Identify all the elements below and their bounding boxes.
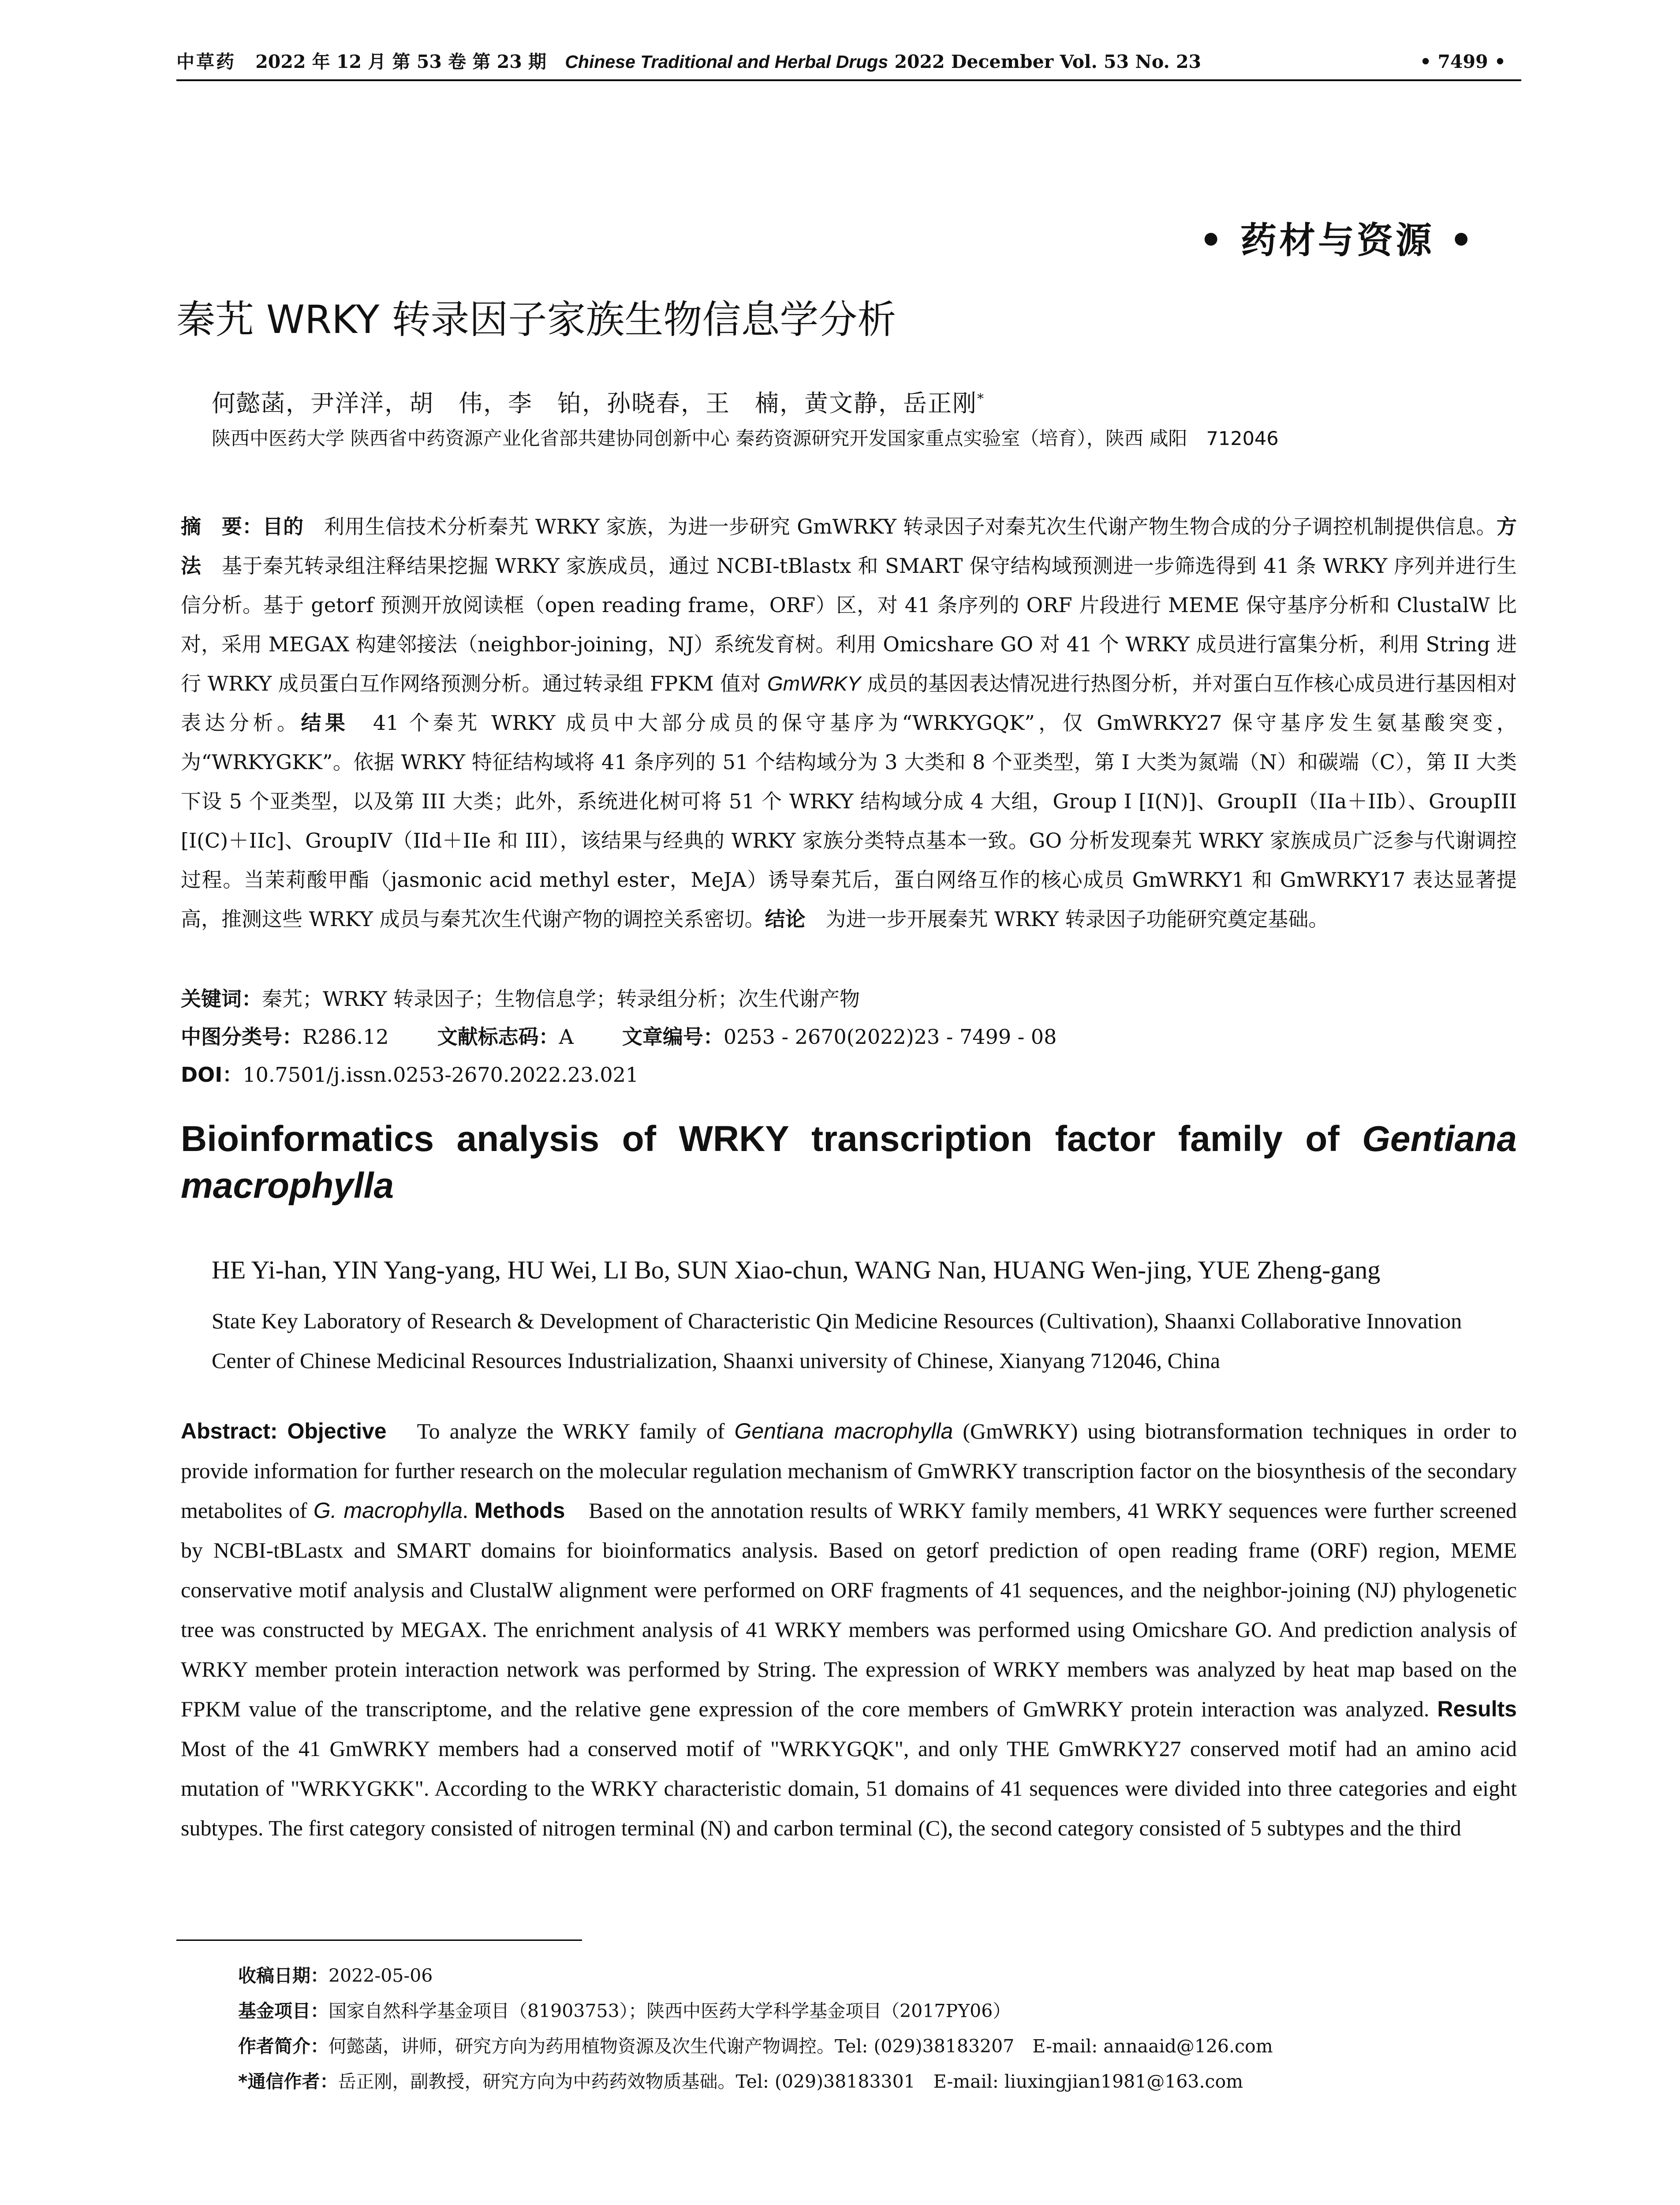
issue-info-cn: 2022 年 12 月 第 53 卷 第 23 期 xyxy=(255,51,547,72)
footnote-rule xyxy=(176,1940,582,1941)
methods-text-en: Based on the annotation results of WRKY family members, 41 WRKY sequences were further screened by NCBI-tBLastx and SMART domains for bioinformatics analysis. Based on getorf prediction of open reading frame (ORF) region, MEME conservative motif analysis and ClustalW alignment were performed on ORF fragments of 41 sequences, and the neighbor-joining (NJ) phylogenetic tree was constructed by MEGAX. The enrichment analysis of 41 WRKY members was performed using Omicshare GO. And prediction analysis of WRKY member protein interaction network was performed by String. The expression of WRKY members was analyzed by heat map based on the FPKM value of the transcriptome, and the relative gene expression of the core members of GmWRKY protein interaction was analyzed. xyxy=(181,1498,1517,1721)
species-short-italic: G. macrophylla xyxy=(313,1498,463,1523)
author-bio-text: 何懿菡，讲师，研究方向为药用植物资源及次生代谢产物调控。Tel: (029)38183207 E-mail: annaaid@126.com xyxy=(329,2036,1273,2057)
fund-label: 基金项目： xyxy=(238,2000,329,2022)
header-rule xyxy=(176,79,1521,81)
authors-cn xyxy=(212,384,985,419)
issue-info-en: 2022 December Vol. 53 No. 23 xyxy=(894,51,1202,72)
abstract-en-label: Abstract: xyxy=(181,1419,278,1443)
objective-text-en-2: (GmWRKY) using biotransformation techniques in order to provide information for further research on the molecular regulation mechanism of GmWRKY transcription factor on the biosynthesis of the secondary metabolites of xyxy=(181,1419,1517,1523)
results-label-en: Results xyxy=(1437,1697,1517,1721)
page-number: • 7499 • xyxy=(1420,51,1506,72)
abstract-en: Abstract: Objective To analyze the WRKY family of Gentiana macrophylla (GmWRKY) using biotransformation techniques in order to provide information for further research on the molecular regulation mechanism of GmWRKY transcription factor on the biosynthesis of the secondary metabolites of G. macrophylla. Methods Based on the annotation results of WRKY family members, 41 WRKY sequences were further screened by NCBI-tBLastx and SMART domains for bioinformatics analysis. Based on getorf prediction of open reading frame (ORF) region, MEME conservative motif analysis and ClustalW alignment were performed on ORF fragments of 41 sequences, and the neighbor-joining (NJ) phylogenetic tree was constructed by MEGAX. The enrichment analysis of 41 WRKY members was performed using Omicshare GO. And prediction analysis of WRKY member protein interaction network was performed by String. The expression of WRKY members was analyzed by heat map based on the FPKM value of the transcriptome, and the relative gene expression of the core members of GmWRKY protein interaction was analyzed. Results Most of the 41 GmWRKY members had a conserved motif of "WRKYGQK", and only THE GmWRKY27 conserved motif had an amino acid mutation of "WRKYGKK". According to the WRKY characteristic domain, 51 domains of 41 sequences were divided into three categories and eight subtypes. The first category consisted of nitrogen terminal (N) and carbon terminal (C), the second category consisted of 5 subtypes and the third xyxy=(181,1419,1517,1840)
methods-text-cn: 基于秦艽转录组注释结果挖掘 WRKY 家族成员，通过 NCBI-tBlastx 和 SMART 保守结构域预测进一步筛选得到 41 条 WRKY 序列并进行生信分析。基于 getorf 预测开放阅读框（open reading frame，ORF）区，对 41 条序列的 ORF 片段进行 MEME 保守基序分析和 ClustalW 比对，采用 MEGAX 构建邻接法（neighbor-joining，NJ）系统发育树。利用 Omicshare GO 对 41 个 WRKY 成员进行富集分析，利用 String 进行 WRKY 成员蛋白互作网络预测分析。通过转录组 FPKM 值对 xyxy=(181,554,1517,695)
objective-label-en: Objective xyxy=(287,1419,387,1443)
footnote-fund xyxy=(238,1998,1011,2024)
article-title-cn: 秦艽 WRKY 转录因子家族生物信息学分析 xyxy=(176,297,896,342)
footnote-corresponding xyxy=(238,2068,1243,2095)
objective-text-en: To analyze the WRKY family of xyxy=(417,1419,735,1443)
author-bio-label: 作者简介： xyxy=(238,2036,329,2057)
conclusion-label-cn: 结论 xyxy=(765,907,806,931)
results-text-cn: 41 个秦艽 WRKY 成员中大部分成员的保守基序为“WRKYGQK”，仅 GmWRKY27 保守基序发生氨基酸突变，为“WRKYGKK”。依据 WRKY 特征结构域将 41 条序列的 51 个结构域分为 3 大类和 8 个亚类型，第 I 大类为氮端（N）和碳端（C），第 II 大类下设 5 个亚类型，以及第 III 大类；此外，系统进化树可将 51 个 WRKY 结构域分成 4 大组，Group I [I(N)]、GroupII（IIa＋IIb）、GroupIII [I(C)＋IIc]、GroupIV（IId＋IIe 和 III），该结果与经典的 WRKY 家族分类特点基本一致。GO 分析发现秦艽 WRKY 家族成员广泛参与代谢调控过程。当茉莉酸甲酯（jasmonic acid methyl ester，MeJA）诱导秦艽后，蛋白网络互作的核心成员 GmWRKY1 和 GmWRKY17 表达显著提高，推测这些 WRKY 成员与秦艽次生代谢产物的调控关系密切。 xyxy=(181,711,1517,931)
title-en-species: Gentiana macrophylla xyxy=(181,1119,1517,1206)
abstract-cn xyxy=(181,507,1517,939)
abstract-cn-label: 摘 要： xyxy=(181,515,263,538)
footnote-author xyxy=(238,2033,1273,2059)
clc-value: R286.12 xyxy=(302,1025,389,1049)
doi-label: DOI： xyxy=(181,1063,243,1087)
affiliation-en: State Key Laboratory of Research & Development of Characteristic Qin Medicine Resources (Cultivation), Shaanxi Collaborative Innovation Center of Chinese Medicinal Resources Industrialization, Shaanxi university of Chinese, Xianyang 712046, China xyxy=(212,1308,1462,1373)
objective-label-cn: 目的 xyxy=(262,515,304,538)
conclusion-text-cn: 为进一步开展秦艽 WRKY 转录因子功能研究奠定基础。 xyxy=(825,907,1329,931)
methods-label-cn: 方法 xyxy=(181,515,1517,578)
results-text-en: Most of the 41 GmWRKY members had a conserved motif of "WRKYGQK", and only THE GmWRKY27 conserved motif had an amino acid mutation of "WRKYGKK". According to the WRKY characteristic domain, 51 domains of 41 sequences were divided into three categories and eight subtypes. The first category consisted of nitrogen terminal (N) and carbon terminal (C), the second category consisted of 5 subtypes and the third xyxy=(181,1736,1517,1840)
keywords-value: 秦艽；WRKY 转录因子；生物信息学；转录组分析；次生代谢产物 xyxy=(262,987,860,1011)
received-label: 收稿日期： xyxy=(238,1965,329,1986)
doi-link[interactable]: 10.7501/j.issn.0253-2670.2022.23.021 xyxy=(243,1063,639,1087)
gene-name-italic: GmWRKY xyxy=(767,672,861,695)
article-title-en xyxy=(181,1116,1517,1209)
corresponding-mark: * xyxy=(977,391,985,407)
article-id-value: 0253 - 2670(2022)23 - 7499 - 08 xyxy=(723,1025,1057,1049)
classification-row xyxy=(181,1021,1057,1052)
authors-cn-text: 何懿菡，尹洋洋，胡 伟，李 铂，孙晓春，王 楠，黄文静，岳正刚 xyxy=(212,389,977,417)
corresponding-label: *通信作者： xyxy=(238,2071,338,2092)
title-en-main: Bioinformatics analysis of WRKY transcription factor family of xyxy=(181,1119,1363,1159)
keywords-label: 关键词： xyxy=(181,987,262,1011)
journal-name-cn: 中草药 xyxy=(176,51,236,72)
footnote-received xyxy=(238,1962,433,1989)
species-name-italic: Gentiana macrophylla xyxy=(734,1419,953,1443)
column-label: • 药材与资源 • xyxy=(1199,219,1475,262)
objective-text-cn: 利用生信技术分析秦艽 WRKY 家族，为进一步研究 GmWRKY 转录因子对秦艽次生代谢产物生物合成的分子调控机制提供信息。 xyxy=(324,515,1497,538)
authors-en: HE Yi-han, YIN Yang-yang, HU Wei, LI Bo, SUN Xiao-chun, WANG Nan, HUANG Wen-jing, YUE Zheng-gang xyxy=(212,1256,1381,1284)
doi-row xyxy=(181,1059,638,1090)
methods-label-en: Methods xyxy=(474,1498,565,1523)
results-label-cn: 结果 xyxy=(301,711,349,735)
running-header xyxy=(176,49,1521,75)
fund-text: 国家自然科学基金项目（81903753）；陕西中医药大学科学基金项目（2017PY06） xyxy=(329,2000,1011,2022)
corresponding-text: 岳正刚，副教授，研究方向为中药药效物质基础。Tel: (029)38183301 E-mail: liuxingjian1981@163.com xyxy=(338,2071,1243,2092)
methods-text-cn-2: 成员的基因表达情况进行热图分析，并对蛋白互作核心成员进行基因相对表达分析。 xyxy=(181,672,1517,735)
affiliation-cn: 陕西中医药大学 陕西省中药资源产业化省部共建协同创新中心 秦药资源研究开发国家重点实验室（培育），陕西 咸阳 712046 xyxy=(212,428,1279,450)
received-date: 2022-05-06 xyxy=(329,1965,433,1986)
keywords-cn xyxy=(181,983,860,1014)
article-id-label: 文章编号： xyxy=(622,1025,724,1049)
journal-name-en: Chinese Traditional and Herbal Drugs xyxy=(565,52,889,72)
clc-label: 中图分类号： xyxy=(181,1025,302,1049)
doc-code-value: A xyxy=(559,1025,574,1049)
doc-code-label: 文献标志码： xyxy=(437,1025,559,1049)
